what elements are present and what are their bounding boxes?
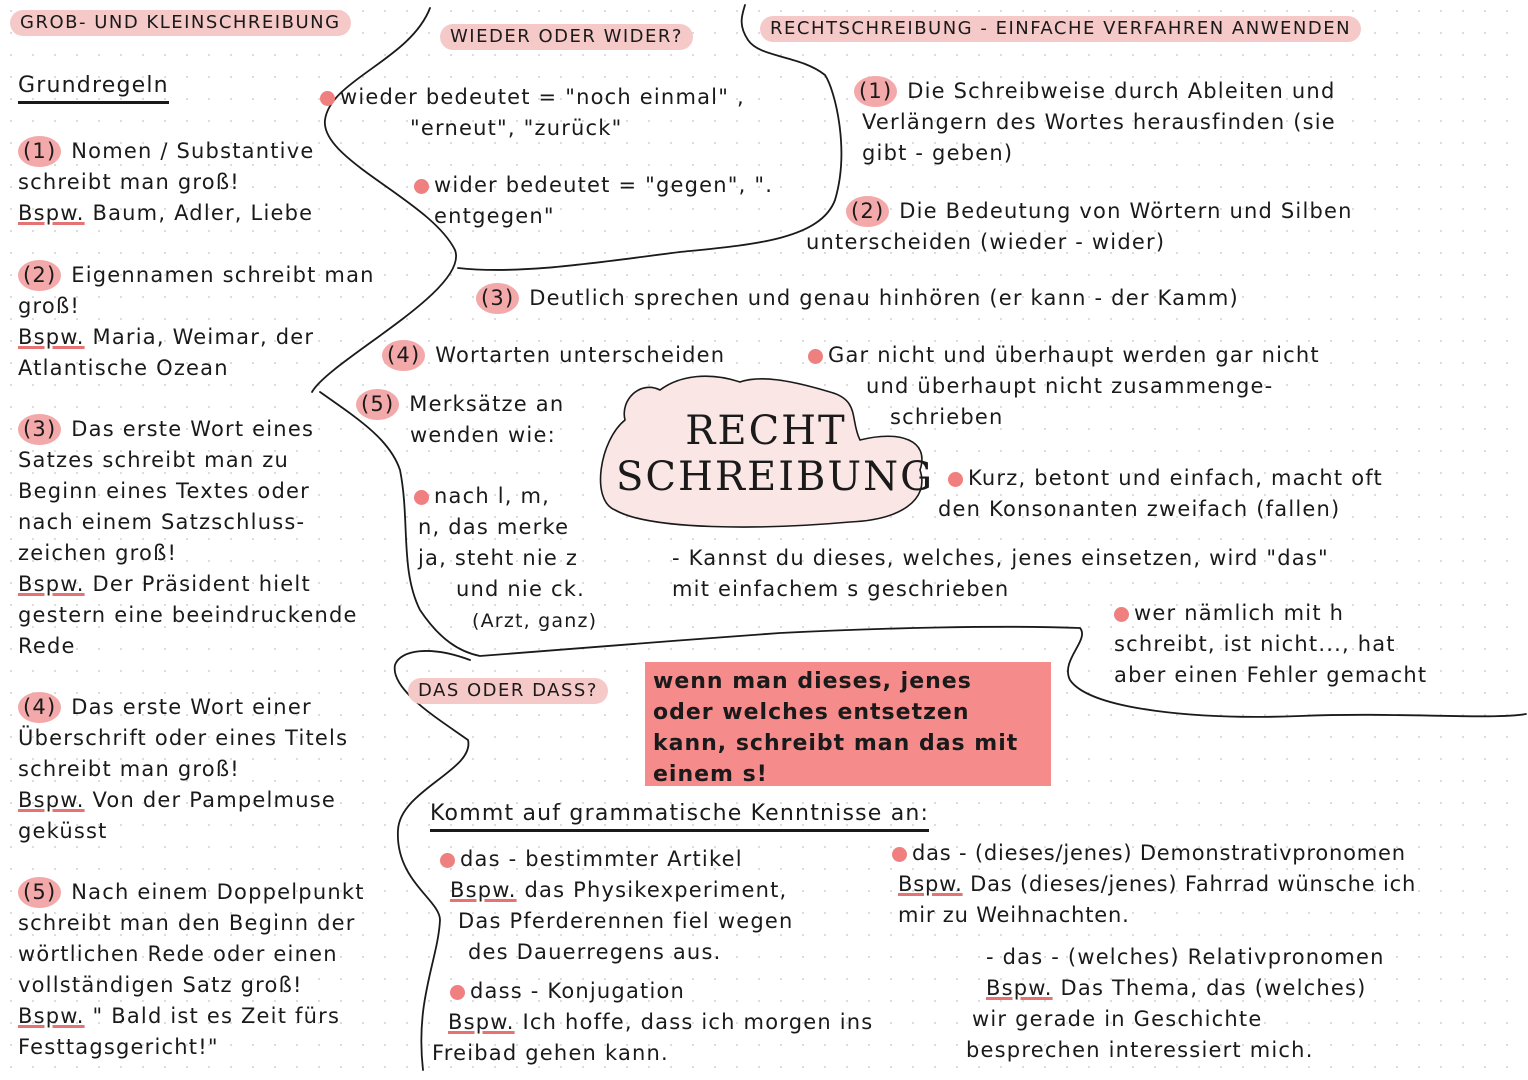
title-grundregeln: Grundregeln	[18, 70, 169, 104]
header-wieder-wider: WIEDER ODER WIDER?	[440, 24, 693, 50]
bullet-dot	[892, 847, 907, 862]
verfahren-1: (1) Die Schreibweise durch Ableiten und Verlängern des Wortes herausfinden (sie gibt - geben)	[854, 76, 1336, 169]
merksatz-gar-nicht: Gar nicht und überhaupt werden gar nicht und überhaupt nicht zusammenge- schrieben	[808, 340, 1320, 433]
das-artikel: das - bestimmter Artikel Bspw. das Physikexperiment, Das Pferderennen fiel wegen des Dauerregens aus.	[440, 844, 793, 968]
wider-item: wider bedeutet = "gegen", ". entgegen"	[414, 170, 773, 232]
das-demonstrativ: das - (dieses/jenes) Demonstrativpronomen Bspw. Das (dieses/jenes) Fahrrad wünsche ich mir zu Weihnachten.	[892, 838, 1416, 931]
bullet-dot	[450, 985, 465, 1000]
header-grob-klein: GROB- UND KLEINSCHREIBUNG	[10, 10, 351, 36]
verfahren-2: (2) Die Bedeutung von Wörtern und Silben unterscheiden (wieder - wider)	[806, 196, 1353, 258]
merksatz-nach-lmn: nach l, m, n, das merke ja, steht nie z und nie ck. (Arzt, ganz)	[414, 481, 597, 637]
verfahren-4: (4) Wortarten unterscheiden	[382, 340, 725, 371]
verfahren-3: (3) Deutlich sprechen und genau hinhören (er kann - der Kamm)	[476, 283, 1239, 314]
das-rule-box: wenn man dieses, jenes oder welches entsetzen kann, schreibt man das mit einem s!	[645, 662, 1051, 786]
das-title: Kommt auf grammatische Kenntnisse an:	[430, 798, 929, 832]
bullet-dot	[414, 179, 429, 194]
verfahren-5: (5) Merksätze an wenden wie:	[356, 389, 564, 451]
bullet-dot	[440, 853, 455, 868]
rule-5: (5) Nach einem Doppelpunkt schreibt man den Beginn der wörtlichen Rede oder einen vollständigen Satz groß! Bspw. " Bald ist es Zeit fürs Festtagsgericht!"	[18, 877, 365, 1063]
merksatz-kurz-betont: Kurz, betont und einfach, macht oft den Konsonanten zweifach (fallen)	[938, 466, 1383, 521]
header-das-dass: DAS ODER DASS?	[408, 678, 608, 704]
bullet-dot	[320, 91, 335, 106]
center-title: RECHT SCHREIBUNG	[616, 408, 935, 500]
dass-konjunktion: dass - Konjugation Bspw. Ich hoffe, dass ich morgen ins Freibad gehen kann.	[432, 979, 874, 1065]
rule-2: (2) Eigennamen schreibt man groß! Bspw. Maria, Weimar, der Atlantische Ozean	[18, 260, 375, 384]
wieder-item: wieder bedeutet = "noch einmal" , "erneut", "zurück"	[320, 82, 745, 144]
header-verfahren: RECHTSCHREIBUNG - EINFACHE VERFAHREN ANWENDEN	[760, 16, 1361, 42]
merksatz-naemlich: wer nämlich mit h schreibt, ist nicht..., hat aber einen Fehler gemacht	[1114, 601, 1428, 687]
bullet-dot	[808, 349, 823, 364]
rule-3: (3) Das erste Wort eines Satzes schreibt man zu Beginn eines Textes oder nach einem Satzschluss- zeichen groß! Bspw. Der Präsident hielt gestern eine beeindruckende Rede	[18, 414, 358, 662]
das-relativ: - das - (welches) Relativpronomen Bspw. Das Thema, das (welches) wir gerade in Geschichte besprechen interessiert mich.	[966, 945, 1385, 1062]
merksatz-kannst-du: - Kannst du dieses, welches, jenes einsetzen, wird "das" mit einfachem s geschrieben	[672, 546, 1329, 601]
rule-1: (1) Nomen / Substantive schreibt man groß! Bspw. Baum, Adler, Liebe	[18, 136, 314, 229]
bullet-dot	[948, 472, 963, 487]
bullet-dot	[1114, 607, 1129, 622]
rule-4: (4) Das erste Wort einer Überschrift oder eines Titels schreibt man groß! Bspw. Von der Pampelmuse geküsst	[18, 692, 348, 847]
bullet-dot	[414, 490, 429, 505]
